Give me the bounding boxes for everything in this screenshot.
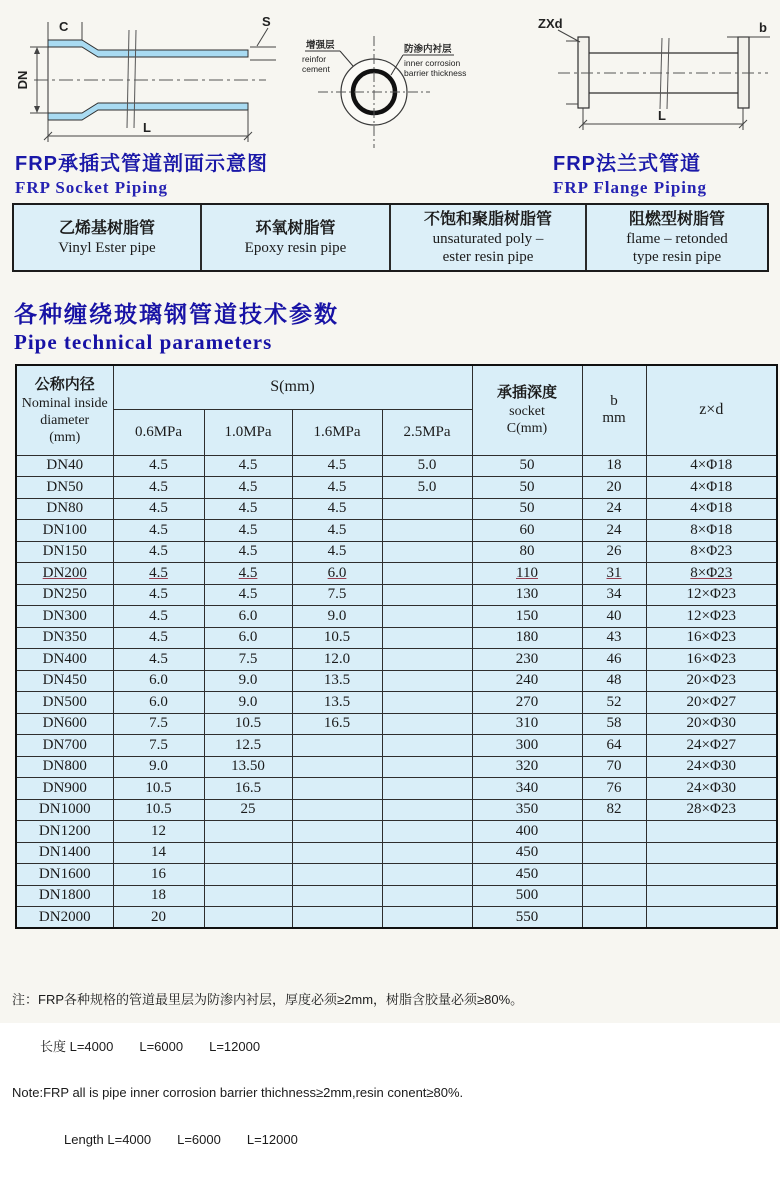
barrier-layer-label-en1: inner corrosion <box>404 58 461 68</box>
table-cell: 180 <box>472 627 582 649</box>
table-cell <box>382 756 472 778</box>
table-row <box>16 498 777 520</box>
section-title-en: Pipe technical parameters <box>14 330 273 354</box>
table-cell: 270 <box>472 692 582 714</box>
table-row <box>16 520 777 542</box>
section-title-block <box>14 296 339 355</box>
table-cell <box>382 821 472 843</box>
table-cell: 4.5 <box>204 563 292 585</box>
table-cell <box>382 520 472 542</box>
table-cell <box>204 864 292 886</box>
table-cell: DN1200 <box>16 821 113 843</box>
table-cell: 5.0 <box>382 455 472 477</box>
dim-b-label: b <box>759 20 767 35</box>
table-row <box>16 692 777 714</box>
col-header-pressure-06: 0.6MPa <box>113 409 204 455</box>
table-cell <box>204 821 292 843</box>
table-cell: 24×Φ30 <box>646 756 777 778</box>
table-cell: 4.5 <box>113 520 204 542</box>
table-cell: 13.5 <box>292 692 382 714</box>
diameter-header-en1: Nominal inside <box>21 395 108 411</box>
dim-l-label: L <box>143 120 151 135</box>
table-cell: 16 <box>113 864 204 886</box>
table-cell: DN1600 <box>16 864 113 886</box>
table-cell: 6.0 <box>204 627 292 649</box>
table-cell: 8×Φ23 <box>646 541 777 563</box>
table-cell: 150 <box>472 606 582 628</box>
dim-s-label: S <box>262 14 271 29</box>
table-cell: 20 <box>582 477 646 499</box>
pipe-type-epoxy <box>202 205 391 270</box>
table-cell: 20×Φ27 <box>646 692 777 714</box>
table-row <box>16 649 777 671</box>
table-cell: 500 <box>472 885 582 907</box>
col-header-zd: z×d <box>646 365 777 455</box>
table-cell: DN500 <box>16 692 113 714</box>
table-cell: DN350 <box>16 627 113 649</box>
table-cell <box>292 778 382 800</box>
table-cell: 16×Φ23 <box>646 627 777 649</box>
table-cell <box>582 885 646 907</box>
table-cell <box>292 756 382 778</box>
socket-header-zh: 承插深度 <box>497 384 558 402</box>
table-cell: 4.5 <box>204 498 292 520</box>
table-cell: 24×Φ30 <box>646 778 777 800</box>
table-row <box>16 670 777 692</box>
table-cell: 4.5 <box>113 563 204 585</box>
table-cell <box>382 606 472 628</box>
table-row <box>16 477 777 499</box>
col-header-pressure-16: 1.6MPa <box>292 409 382 455</box>
table-cell: 25 <box>204 799 292 821</box>
table-cell <box>382 563 472 585</box>
table-cell <box>292 907 382 929</box>
table-cell: 80 <box>472 541 582 563</box>
table-row <box>16 606 777 628</box>
col-header-s-group: S(mm) <box>113 365 472 409</box>
table-cell: DN450 <box>16 670 113 692</box>
table-cell <box>382 713 472 735</box>
table-cell: 4.5 <box>113 498 204 520</box>
table-cell <box>646 864 777 886</box>
table-cell: 130 <box>472 584 582 606</box>
table-cell: DN40 <box>16 455 113 477</box>
table-cell: 24 <box>582 498 646 520</box>
col-header-socket <box>472 365 582 455</box>
table-cell: 16×Φ23 <box>646 649 777 671</box>
table-cell <box>382 541 472 563</box>
table-cell: 18 <box>113 885 204 907</box>
table-cell: 4.5 <box>292 520 382 542</box>
flange-title-block <box>553 147 707 198</box>
table-cell: 4.5 <box>113 477 204 499</box>
table-row <box>16 735 777 757</box>
table-cell <box>382 692 472 714</box>
table-cell <box>382 584 472 606</box>
col-header-pressure-25: 2.5MPa <box>382 409 472 455</box>
table-cell: 8×Φ18 <box>646 520 777 542</box>
table-cell: 20×Φ23 <box>646 670 777 692</box>
table-cell: 9.0 <box>204 692 292 714</box>
table-cell <box>582 842 646 864</box>
table-cell: 46 <box>582 649 646 671</box>
table-cell: 4×Φ18 <box>646 477 777 499</box>
table-cell <box>646 885 777 907</box>
table-cell: 16.5 <box>204 778 292 800</box>
table-cell: 240 <box>472 670 582 692</box>
pipe-type-en: unsaturated poly – <box>432 230 544 247</box>
pipe-type-en: Epoxy resin pipe <box>244 239 347 256</box>
table-cell: 4.5 <box>292 498 382 520</box>
table-cell: 50 <box>472 455 582 477</box>
table-cell <box>292 864 382 886</box>
table-cell: 4.5 <box>292 455 382 477</box>
parameters-table <box>15 364 778 929</box>
table-row <box>16 907 777 929</box>
table-cell: DN50 <box>16 477 113 499</box>
table-cell: 450 <box>472 864 582 886</box>
table-cell: 31 <box>582 563 646 585</box>
table-cell: 230 <box>472 649 582 671</box>
table-cell <box>382 907 472 929</box>
table-cell: 4×Φ18 <box>646 455 777 477</box>
table-cell <box>582 907 646 929</box>
table-cell: 5.0 <box>382 477 472 499</box>
table-cell <box>204 885 292 907</box>
diameter-header-en3: (mm) <box>49 429 81 445</box>
table-cell: 300 <box>472 735 582 757</box>
pipe-type-flame <box>587 205 767 270</box>
table-cell: 13.50 <box>204 756 292 778</box>
table-cell: 7.5 <box>113 735 204 757</box>
table-cell: 8×Φ23 <box>646 563 777 585</box>
table-cell: 4.5 <box>292 541 382 563</box>
table-cell: 4.5 <box>204 455 292 477</box>
table-cell: 16.5 <box>292 713 382 735</box>
pipe-type-zh: 阻燃型树脂管 <box>628 210 725 228</box>
table-cell: 6.0 <box>292 563 382 585</box>
table-cell: 40 <box>582 606 646 628</box>
table-cell <box>292 735 382 757</box>
table-cell <box>646 842 777 864</box>
table-cell: 4.5 <box>113 627 204 649</box>
table-cell: 550 <box>472 907 582 929</box>
table-row <box>16 563 777 585</box>
table-cell: 10.5 <box>113 799 204 821</box>
table-cell <box>292 821 382 843</box>
table-cell <box>292 885 382 907</box>
table-cell: 9.0 <box>204 670 292 692</box>
table-cell: 4.5 <box>204 584 292 606</box>
table-cell <box>204 842 292 864</box>
table-cell: 4.5 <box>204 477 292 499</box>
note-line: 长度 L=4000 L=6000 L=12000 <box>40 1038 261 1054</box>
table-cell: 4.5 <box>204 520 292 542</box>
note-line: Note:FRP all is pipe inner corrosion barrier thichness≥2mm,resin conent≥80%. <box>12 1085 464 1100</box>
parameters-table-wrap <box>15 364 778 929</box>
socket-title-block <box>15 147 268 198</box>
table-cell <box>382 885 472 907</box>
table-cell: DN400 <box>16 649 113 671</box>
reinforce-layer-label-en1: reinfor <box>302 54 327 64</box>
dim-c-label: C <box>59 19 69 34</box>
table-row <box>16 842 777 864</box>
table-cell: 4.5 <box>113 649 204 671</box>
table-row <box>16 799 777 821</box>
table-cell: DN700 <box>16 735 113 757</box>
table-cell: DN80 <box>16 498 113 520</box>
pipe-type-zh: 乙烯基树脂管 <box>58 219 155 237</box>
table-cell <box>382 864 472 886</box>
table-cell <box>382 627 472 649</box>
table-cell: DN2000 <box>16 907 113 929</box>
socket-title-en: FRP Socket Piping <box>15 178 169 197</box>
table-cell: 6.0 <box>204 606 292 628</box>
table-cell <box>582 864 646 886</box>
table-cell: 4.5 <box>113 455 204 477</box>
table-row <box>16 713 777 735</box>
table-cell: 82 <box>582 799 646 821</box>
table-cell: 7.5 <box>113 713 204 735</box>
table-cell: 58 <box>582 713 646 735</box>
table-cell: DN600 <box>16 713 113 735</box>
table-row <box>16 455 777 477</box>
table-cell: 76 <box>582 778 646 800</box>
table-cell: 350 <box>472 799 582 821</box>
dim-zxd-label: ZXd <box>538 16 563 31</box>
table-cell: 52 <box>582 692 646 714</box>
table-cell: DN800 <box>16 756 113 778</box>
table-cell: 12×Φ23 <box>646 584 777 606</box>
table-cell: 12×Φ23 <box>646 606 777 628</box>
pipe-type-zh: 环氧树脂管 <box>255 219 336 237</box>
table-cell: 4.5 <box>113 606 204 628</box>
table-cell: 20 <box>113 907 204 929</box>
table-cell: 10.5 <box>113 778 204 800</box>
table-cell: DN900 <box>16 778 113 800</box>
note-line: Length L=4000 L=6000 L=12000 <box>64 1131 298 1147</box>
pipe-type-vinyl <box>14 205 202 270</box>
table-row <box>16 885 777 907</box>
table-cell: 18 <box>582 455 646 477</box>
table-cell: 12 <box>113 821 204 843</box>
table-cell: 48 <box>582 670 646 692</box>
socket-header-unit: C(mm) <box>506 421 548 437</box>
table-cell <box>382 842 472 864</box>
table-cell: DN1000 <box>16 799 113 821</box>
table-row <box>16 584 777 606</box>
table-cell: 400 <box>472 821 582 843</box>
pipe-type-en: flame – retonded <box>626 230 728 247</box>
table-cell <box>382 649 472 671</box>
dim-l-label-flange: L <box>658 108 666 123</box>
table-cell <box>382 735 472 757</box>
table-cell: 4.5 <box>204 541 292 563</box>
table-cell: 24×Φ27 <box>646 735 777 757</box>
table-cell: 6.0 <box>113 692 204 714</box>
b-header-line2: mm <box>602 410 626 427</box>
table-cell: DN1400 <box>16 842 113 864</box>
table-cell: 7.5 <box>292 584 382 606</box>
table-cell: 10.5 <box>292 627 382 649</box>
table-cell <box>582 821 646 843</box>
table-cell: 34 <box>582 584 646 606</box>
table-cell: 6.0 <box>113 670 204 692</box>
table-cell: 20×Φ30 <box>646 713 777 735</box>
flange-title-en: FRP Flange Piping <box>553 178 707 197</box>
socket-header-en: socket <box>509 404 545 420</box>
table-cell: DN250 <box>16 584 113 606</box>
col-header-diameter <box>16 365 113 455</box>
table-cell: 450 <box>472 842 582 864</box>
table-cell: 60 <box>472 520 582 542</box>
table-row <box>16 627 777 649</box>
table-cell: 4.5 <box>292 477 382 499</box>
pipe-type-en: Vinyl Ester pipe <box>58 239 156 256</box>
table-cell <box>292 799 382 821</box>
table-cell: DN150 <box>16 541 113 563</box>
table-row <box>16 821 777 843</box>
table-cell <box>382 670 472 692</box>
table-cell: DN100 <box>16 520 113 542</box>
table-cell: DN300 <box>16 606 113 628</box>
socket-pipe-diagram <box>10 14 295 146</box>
table-cell: 13.5 <box>292 670 382 692</box>
table-cell: 110 <box>472 563 582 585</box>
pipe-type-en: type resin pipe <box>632 248 722 265</box>
flange-title-zh: FRP法兰式管道 <box>553 153 701 175</box>
table-cell <box>382 498 472 520</box>
table-cell <box>204 907 292 929</box>
b-header-line1: b <box>610 393 618 410</box>
table-cell: 4.5 <box>113 541 204 563</box>
table-cell <box>382 778 472 800</box>
reinforce-layer-label-en2: cement <box>302 64 330 74</box>
table-row <box>16 778 777 800</box>
table-cell: 320 <box>472 756 582 778</box>
header-row-1 <box>16 365 777 409</box>
socket-title-zh: FRP承插式管道剖面示意图 <box>15 153 268 175</box>
table-cell <box>382 799 472 821</box>
table-cell <box>646 821 777 843</box>
table-cell: DN1800 <box>16 885 113 907</box>
section-title-zh: 各种缠绕玻璃钢管道技术参数 <box>14 301 339 327</box>
table-cell: 24 <box>582 520 646 542</box>
table-cell: 10.5 <box>204 713 292 735</box>
table-cell: 50 <box>472 477 582 499</box>
table-cell: 43 <box>582 627 646 649</box>
barrier-layer-label-en2: barrier thickness <box>404 68 467 78</box>
table-row <box>16 864 777 886</box>
pipe-type-en: ester resin pipe <box>442 248 534 265</box>
parameters-table-body <box>16 455 777 928</box>
flange-pipe-diagram <box>522 12 772 140</box>
table-cell: 9.0 <box>113 756 204 778</box>
table-cell: 9.0 <box>292 606 382 628</box>
table-cell: 12.5 <box>204 735 292 757</box>
table-cell: 4.5 <box>113 584 204 606</box>
table-cell: 26 <box>582 541 646 563</box>
pipe-type-unsaturated <box>391 205 587 270</box>
table-cell: DN200 <box>16 563 113 585</box>
table-cell: 7.5 <box>204 649 292 671</box>
table-cell: 4×Φ18 <box>646 498 777 520</box>
table-cell: 64 <box>582 735 646 757</box>
diameter-header-en2: diameter <box>40 412 90 428</box>
table-cell: 12.0 <box>292 649 382 671</box>
table-row <box>16 541 777 563</box>
pipe-cross-section-diagram <box>298 28 508 153</box>
barrier-layer-label-zh: 防渗内衬层 <box>404 44 452 55</box>
col-header-b <box>582 365 646 455</box>
table-cell <box>646 907 777 929</box>
table-cell <box>292 842 382 864</box>
table-cell: 28×Φ23 <box>646 799 777 821</box>
dim-dn-label: DN <box>15 70 30 90</box>
pipe-types-table <box>12 203 769 272</box>
col-header-pressure-10: 1.0MPa <box>204 409 292 455</box>
footer-notes <box>12 961 523 1178</box>
reinforce-layer-label-zh: 增强层 <box>306 40 335 51</box>
table-row <box>16 756 777 778</box>
table-cell: 14 <box>113 842 204 864</box>
table-cell: 310 <box>472 713 582 735</box>
table-cell: 340 <box>472 778 582 800</box>
diameter-header-zh: 公称内径 <box>34 375 95 393</box>
pipe-type-zh: 不饱和聚脂树脂管 <box>423 210 552 228</box>
note-line: 注：FRP各种规格的管道最里层为防渗内衬层，厚度必须≥2mm，树脂含胶量必须≥80%。 <box>12 992 524 1007</box>
table-cell: 50 <box>472 498 582 520</box>
table-cell: 70 <box>582 756 646 778</box>
